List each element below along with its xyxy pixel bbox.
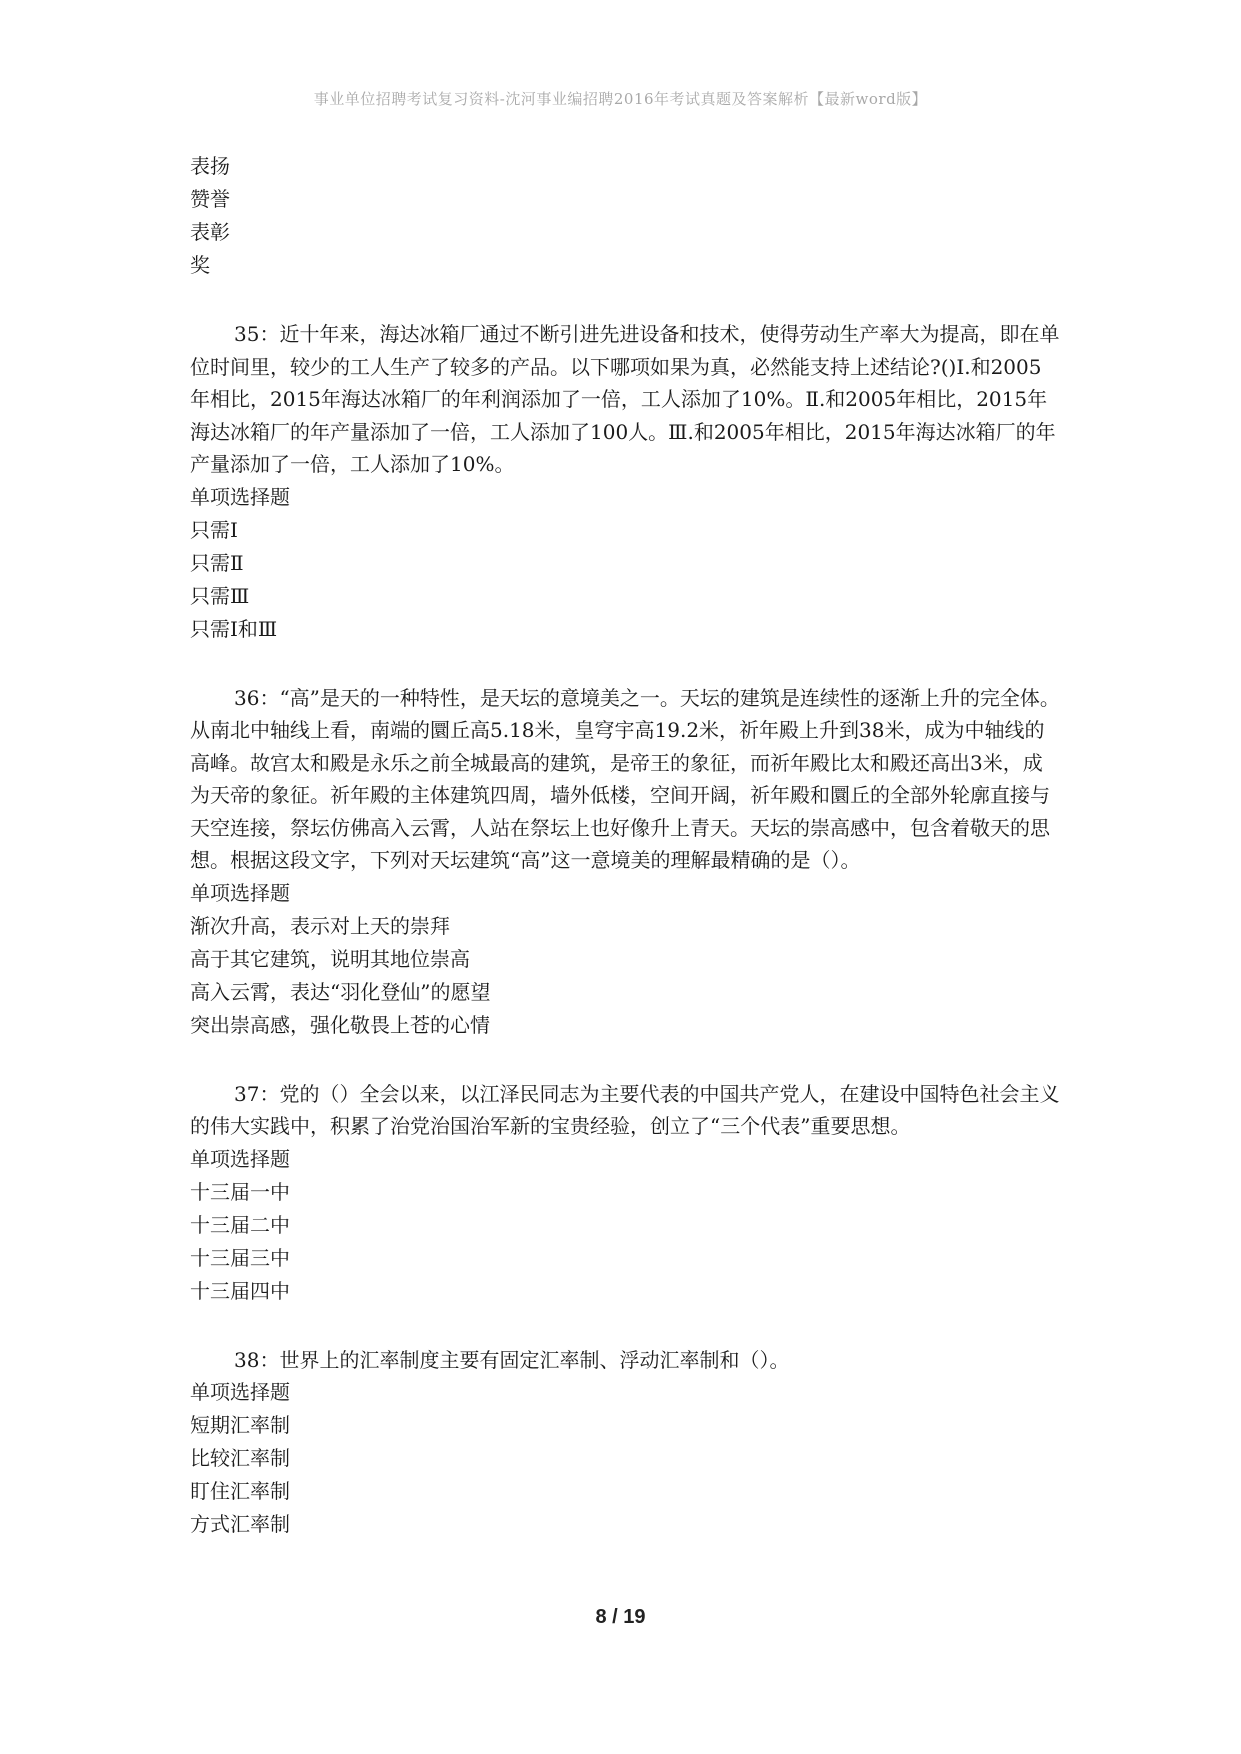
option: 方式汇率制 — [190, 1512, 290, 1536]
option: 表彰 — [190, 220, 230, 244]
option: 十三届一中 — [190, 1179, 290, 1204]
option: 赞誉 — [190, 187, 230, 211]
question-37 — [190, 1078, 1060, 1308]
question-36 — [190, 682, 1060, 1042]
option: 比较汇率制 — [190, 1446, 290, 1470]
question-35 — [190, 318, 1060, 646]
option: 短期汇率制 — [190, 1413, 290, 1437]
question-type: 单项选择题 — [190, 484, 290, 509]
option: 渐次升高，表示对上天的崇拜 — [190, 913, 450, 938]
option: 表扬 — [190, 154, 230, 178]
option: 十三届二中 — [190, 1212, 290, 1237]
option: 只需Ⅱ — [190, 550, 244, 575]
question-type: 单项选择题 — [190, 1146, 290, 1171]
question-text: 38：世界上的汇率制度主要有固定汇率制、浮动汇率制和（）。 — [234, 1347, 790, 1372]
option: 十三届三中 — [190, 1245, 290, 1270]
option: 只需Ⅰ和Ⅲ — [190, 616, 278, 641]
option: 高入云霄，表达“羽化登仙”的愿望 — [190, 979, 491, 1004]
option: 高于其它建筑，说明其地位崇高 — [190, 946, 470, 971]
question-38 — [190, 1344, 1060, 1542]
option: 十三届四中 — [190, 1278, 290, 1303]
question-type: 单项选择题 — [190, 1380, 290, 1404]
question-text: 37：党的（）全会以来，以江泽民同志为主要代表的中国共产党人，在建设中国特色社会主义的伟大实践中，积累了治党治国治军新的宝贵经验，创立了“三个代表”重要思想。 — [190, 1081, 1060, 1138]
option: 奖 — [190, 253, 210, 277]
question-type: 单项选择题 — [190, 880, 290, 905]
option: 盯住汇率制 — [190, 1479, 290, 1503]
page-number: 8 / 19 — [595, 1606, 646, 1628]
question-text: 36：“高”是天的一种特性，是天坛的意境美之一。天坛的建筑是连续性的逐渐上升的完全体。从南北中轴线上看，南端的圜丘高5.18米，皇穹宇高19.2米，祈年殿上升到38米，成为中轴线的高峰。故宫太和殿是永乐之前全城最高的建筑，是帝王的象征，而祈年殿比太和殿还高出3米，成为天帝的象征。祈年殿的主体建筑四周，墙外低楼，空间开阔，祈年殿和圜丘的全部外轮廓直接与天空连接，祭坛仿佛高入云霄，人站在祭坛上也好像升上青天。天坛的崇高感中，包含着敬天的思想。根据这段文字，下列对天坛建筑“高”这一意境美的理解最精确的是（）。 — [190, 685, 1060, 872]
page-header: 事业单位招聘考试复习资料-沈河事业编招聘2016年考试真题及答案解析【最新word版】 — [313, 90, 928, 108]
option: 只需Ⅲ — [190, 583, 250, 608]
question-text: 35：近十年来，海达冰箱厂通过不断引进先进设备和技术，使得劳动生产率大为提高，即在单位时间里，较少的工人生产了较多的产品。以下哪项如果为真，必然能支持上述结论?()Ⅰ.和2005年相比，2015年海达冰箱厂的年利润添加了一倍，工人添加了10%。Ⅱ.和2005年相比，2015年海达冰箱厂的年产量添加了一倍，工人添加了100人。Ⅲ.和2005年相比，2015年海达冰箱厂的年产量添加了一倍，工人添加了10%。 — [190, 322, 1060, 476]
prev-question-options — [190, 150, 1060, 282]
option: 只需Ⅰ — [190, 517, 238, 542]
option: 突出崇高感，强化敬畏上苍的心情 — [190, 1012, 490, 1037]
document-body — [190, 150, 1060, 1541]
